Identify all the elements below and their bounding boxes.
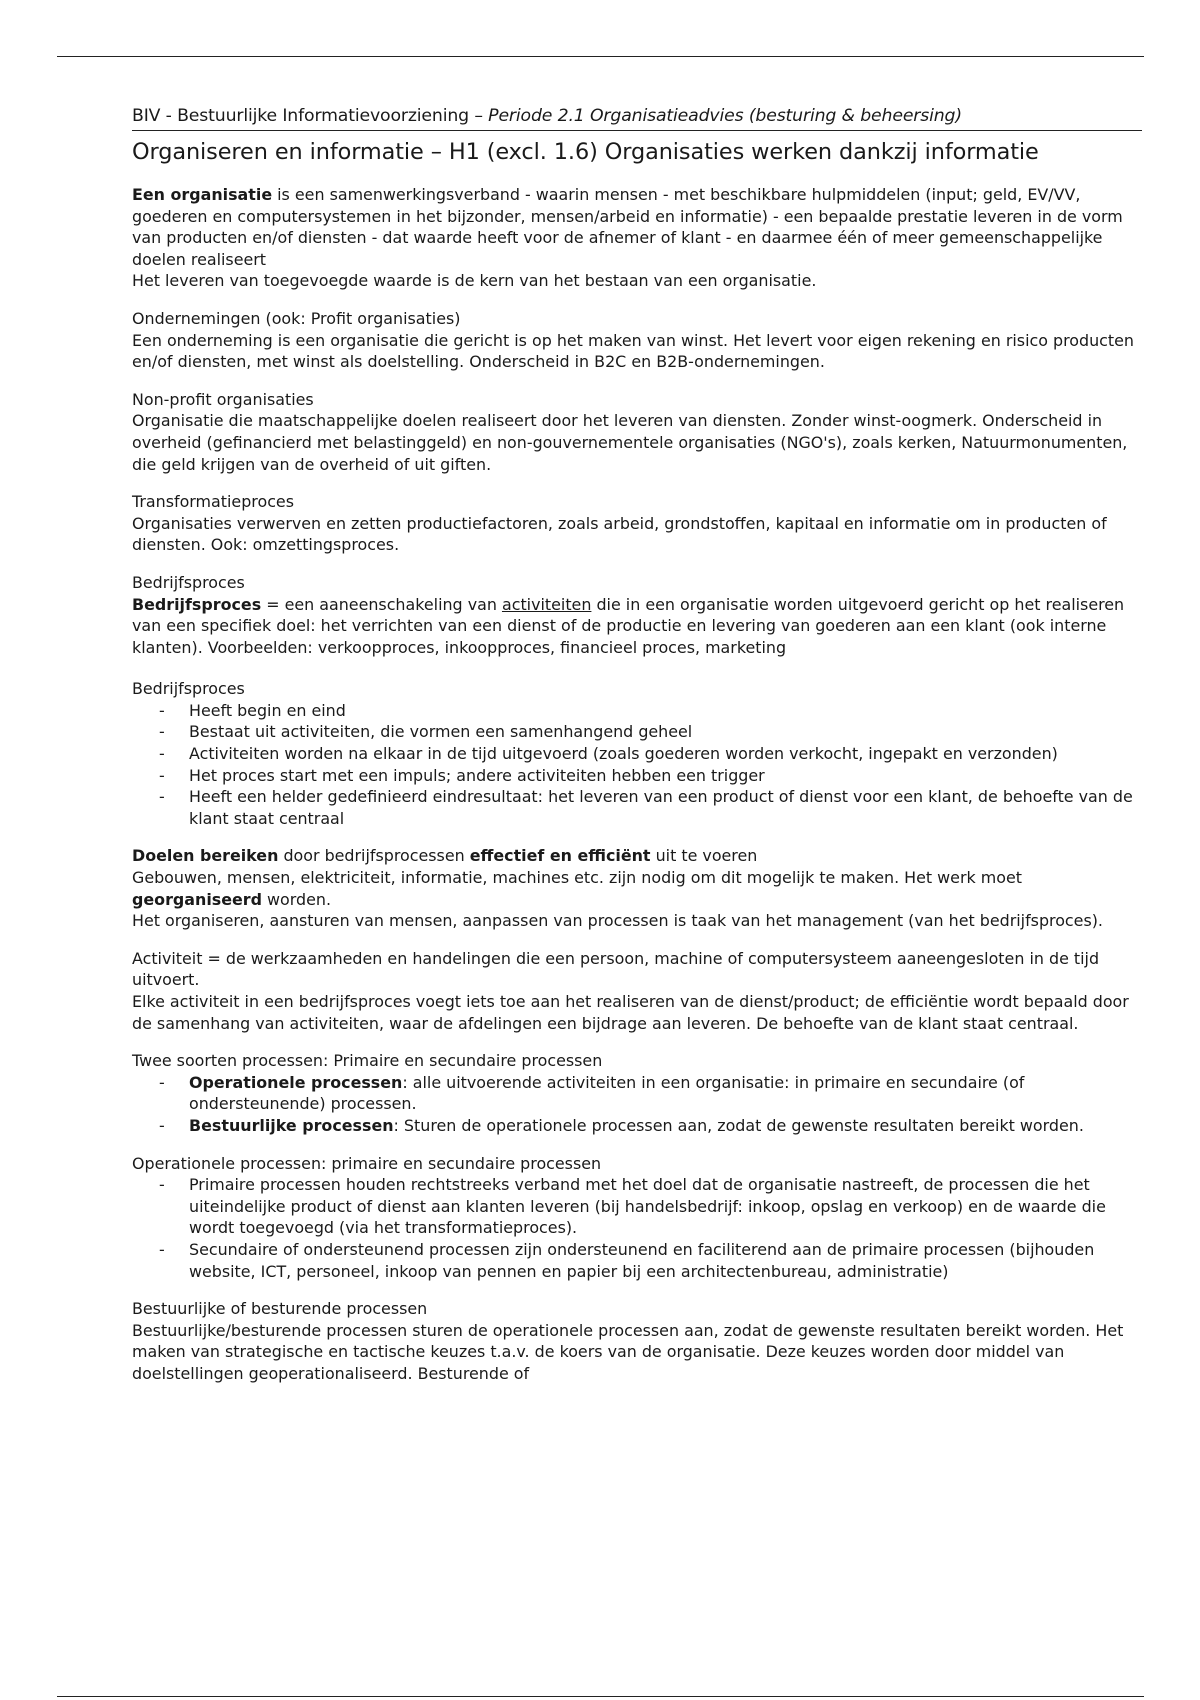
section-ondernemingen <box>132 308 1142 373</box>
bullet-list <box>132 1072 1142 1137</box>
bullet-list <box>132 700 1142 830</box>
list-item: - Primaire processen houden rechtstreeks verband met het doel dat de organisatie nastreeft, de processen die het uiteindelijke product of dienst aan klanten leveren (bij handelsbedrijf: inkoop, opslag en verkoop) en de waarde die wordt toegevoegd (via het transformatieproces). <box>159 1175 1106 1238</box>
section-text: Gebouwen, mensen, elektriciteit, informatie, machines etc. zijn nodig om dit mogelijk te maken. Het werk moet georganiseerd worden. <box>132 868 1022 909</box>
document-page <box>132 104 1142 1385</box>
section-organisatie <box>132 184 1142 292</box>
section-operationele-processen <box>132 1153 1142 1283</box>
section-heading: Bestuurlijke of besturende processen <box>132 1299 428 1319</box>
section-text: Organisaties verwerven en zetten productiefactoren, zoals arbeid, grondstoffen, kapitaal en informatie om in producten of diensten. Ook: omzettingsproces. <box>132 513 1107 555</box>
section-heading: Bedrijfsproces <box>132 572 245 592</box>
list-item: - Secundaire of ondersteunend processen zijn ondersteunend en faciliterend aan de primaire processen (bijhouden website, ICT, personeel, inkoop van pennen en papier bij een architectenbureau, administratie) <box>159 1239 1095 1281</box>
section-twee-soorten <box>132 1050 1142 1136</box>
section-transformatieproces <box>132 491 1142 556</box>
header-course: BIV - Bestuurlijke Informatievoorziening – <box>132 106 489 126</box>
bottom-rule <box>57 1696 1144 1697</box>
organisatie-line2: Het leveren van toegevoegde waarde is de kern van het bestaan van een organisatie. <box>132 271 817 291</box>
section-bedrijfsproces-definition <box>132 572 1142 658</box>
bullet-list <box>132 1174 1142 1282</box>
document-body <box>132 184 1142 1385</box>
section-activiteit <box>132 948 1142 1034</box>
organisatie-definition: Een organisatie is een samenwerkingsverband - waarin mensen - met beschikbare hulpmiddelen (input; geld, EV/VV, goederen en computersystemen in het bijzonder, mensen/arbeid en informatie) - een bepaalde prestatie leveren in de vorm van producten en/of diensten - dat waarde heeft voor de afnemer of klant - en daarmee één of meer gemeenschappelijke doelen realiseert <box>132 185 1123 269</box>
section-text: Een onderneming is een organisatie die gericht is op het maken van winst. Het levert voor eigen rekening en risico producten en/of diensten, met winst als doelstelling. Onderscheid in B2C en B2B-ondernemingen. <box>132 330 1134 372</box>
section-text: Bedrijfsproces = een aaneenschakeling van activiteiten die in een organisatie worden uitgevoerd gericht op het realiseren van een specifiek doel: het verrichten van een dienst of de productie en levering van goederen aan een klant (ook interne klanten). Voorbeelden: verkoopproces, inkoopproces, financieel proces, marketing <box>132 594 1125 657</box>
section-doelen-bereiken <box>132 845 1142 931</box>
section-heading: Operationele processen: primaire en secundaire processen <box>132 1153 602 1173</box>
list-item: - Heeft een helder gedefinieerd eindresultaat: het leveren van een product of dienst voor een klant, de behoefte van de klant staat centraal <box>159 787 1133 828</box>
section-text: Het organiseren, aansturen van mensen, aanpassen van processen is taak van het management (van het bedrijfsproces). <box>132 911 1103 931</box>
section-text: Doelen bereiken door bedrijfsprocessen effectief en efficiënt uit te voeren <box>132 846 758 866</box>
section-text: Bestuurlijke/besturende processen sturen de operationele processen aan, zodat de gewenste resultaten bereikt worden. Het maken van strategische en tactische keuzes t.a.v. de koers van de organisatie. Deze keuzes worden door middel van doelstellingen geoperationaliseerd. Besturende of <box>132 1320 1124 1383</box>
section-text: Organisatie die maatschappelijke doelen realiseert door het leveren van diensten. Zonder winst-oogmerk. Onderscheid in overheid (gefinancierd met belastinggeld) en non-gouvernementele organisaties (NGO's), zoals kerken, Natuurmonumenten, die geld krijgen van de overheid of uit giften. <box>132 411 1128 474</box>
section-heading: Bedrijfsproces <box>132 679 245 699</box>
section-heading: Ondernemingen (ook: Profit organisaties) <box>132 308 461 328</box>
section-text: Elke activiteit in een bedrijfsproces voegt iets toe aan het realiseren van de dienst/product; de efficiëntie wordt bepaald door de samenhang van activiteiten, waar de afdelingen een bijdrage aan leveren. De behoefte van de klant staat centraal. <box>132 992 1129 1033</box>
chapter-title: Organiseren en informatie – H1 (excl. 1.6) Organisaties werken dankzij informatie <box>132 139 1039 165</box>
list-item: - Operationele processen: alle uitvoerende activiteiten in een organisatie: in primaire en secundaire (of ondersteunende) processen. <box>159 1072 1025 1114</box>
list-item: - Activiteiten worden na elkaar in de tijd uitgevoerd (zoals goederen worden verkocht, ingepakt en verzonden) <box>159 744 1058 764</box>
running-header <box>132 104 1142 131</box>
section-heading: Twee soorten processen: Primaire en secundaire processen <box>132 1051 603 1071</box>
list-item: - Bestuurlijke processen: Sturen de operationele processen aan, zodat de gewenste resultaten bereikt worden. <box>159 1115 1084 1135</box>
section-heading: Non-profit organisaties <box>132 389 314 409</box>
section-non-profit <box>132 389 1142 475</box>
list-item: - Het proces start met een impuls; andere activiteiten hebben een trigger <box>159 765 765 785</box>
section-bedrijfsproces-kenmerken <box>132 678 1142 829</box>
section-bestuurlijke-processen <box>132 1298 1142 1384</box>
header-period: Periode 2.1 Organisatieadvies (besturing & beheersing) <box>488 106 962 126</box>
organisatie-term: Een organisatie <box>132 185 273 204</box>
section-heading: Transformatieproces <box>132 492 294 512</box>
top-rule <box>57 56 1144 57</box>
list-item: - Bestaat uit activiteiten, die vormen een samenhangend geheel <box>159 722 693 742</box>
section-text: Activiteit = de werkzaamheden en handelingen die een persoon, machine of computersysteem aaneengesloten in de tijd uitvoert. <box>132 948 1100 990</box>
list-item: - Heeft begin en eind <box>159 700 346 720</box>
